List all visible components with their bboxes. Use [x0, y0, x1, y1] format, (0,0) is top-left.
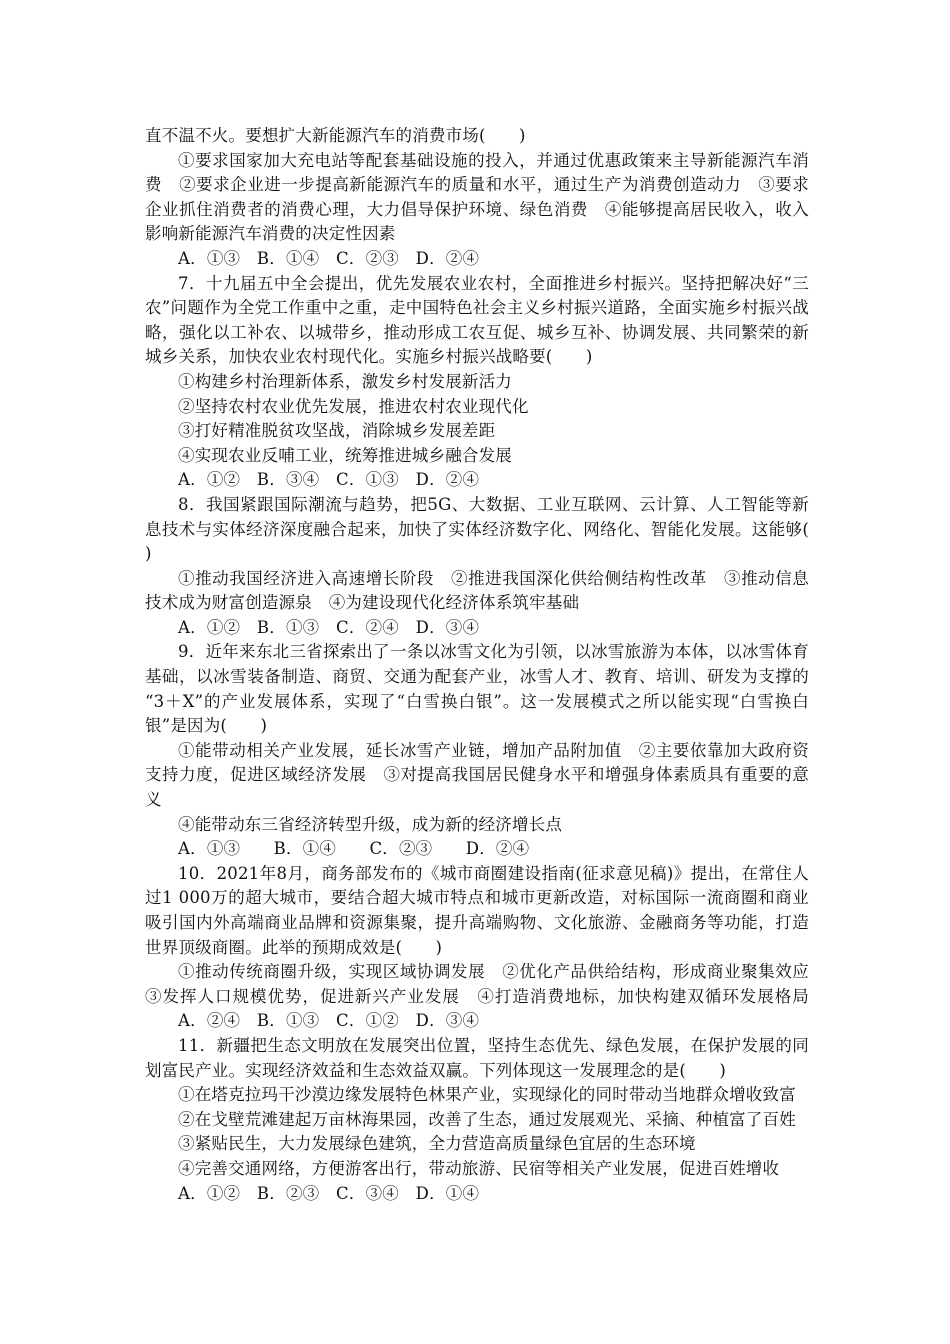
question-9: 9．近年来东北三省探索出了一条以冰雪文化为引领，以冰雪旅游为本体，以冰雪体育 — [178, 642, 809, 662]
text-line: 影响新能源汽车消费的决定性因素 — [145, 224, 396, 244]
question-8: 8．我国紧跟国际潮流与趋势，把5G、大数据、工业互联网、云计算、人工智能等新 — [178, 494, 809, 514]
question-10: 10．2021年8月，商务部发布的《城市商圈建设指南(征求意见稿)》提出，在常住人 — [178, 863, 809, 883]
option-item: ①推动我国经济进入高速增长阶段 ②推进我国深化供给侧结构性改革 ③推动信息 — [178, 568, 809, 588]
option-item: ③打好精准脱贫攻坚战，消除城乡发展差距 — [178, 421, 496, 441]
answer-options: A．①② B．②③ C．③④ D．①④ — [178, 1183, 480, 1203]
text-line: 世界顶级商圈。此举的预期成效是( ) — [145, 937, 443, 957]
text-line: 农”问题作为全党工作重中之重，走中国特色社会主义乡村振兴道路，全面实施乡村振兴战 — [145, 298, 809, 318]
text-line: 息技术与实体经济深度融合起来，加快了实体经济数字化、网络化、智能化发展。这能够( — [145, 519, 809, 539]
text-line: 划富民产业。实现经济效益和生态效益双赢。下列体现这一发展理念的是( ) — [145, 1060, 727, 1080]
question-7: 7．十九届五中全会提出，优先发展农业农村，全面推进乡村振兴。坚持把解决好“三 — [178, 273, 809, 293]
option-item: ③紧贴民生，大力发展绿色建筑，全力营造高质量绿色宜居的生态环境 — [178, 1134, 696, 1154]
answer-options: A．①② B．①③ C．②④ D．③④ — [178, 617, 480, 637]
text-line: 费 ②要求企业进一步提高新能源汽车的质量和水平，通过生产为消费创造动力 ③要求 — [145, 175, 809, 195]
answer-options: A．①③ B．①④ C．②③ D．②④ — [178, 839, 530, 859]
text-line: 义 — [145, 790, 162, 810]
text-line: ) — [145, 544, 152, 564]
text-line: 城乡关系，加快农业农村现代化。实施乡村振兴战略要( ) — [145, 347, 593, 367]
option-item: ①推动传统商圈升级，实现区域协调发展 ②优化产品供给结构，形成商业聚集效应 — [178, 962, 809, 982]
option-item: ③发挥人口规模优势，促进新兴产业发展 ④打造消费地标，加快构建双循环发展格局 — [145, 986, 809, 1006]
option-item: ①在塔克拉玛干沙漠边缘发展特色林果产业，实现绿化的同时带动当地群众增收致富 — [178, 1085, 796, 1105]
text-line: “3＋X”的产业发展体系，实现了“白雪换白银”。这一发展模式之所以能实现“白雪换白 — [145, 691, 809, 711]
answer-options: A．①② B．③④ C．①③ D．②④ — [178, 470, 480, 490]
option-item: ②坚持农村农业优先发展，推进农村农业现代化 — [178, 396, 529, 416]
text-line: 支持力度，促进区域经济发展 ③对提高我国居民健身水平和增强身体素质具有重要的意 — [145, 765, 809, 785]
text-line: ①要求国家加大充电站等配套基础设施的投入，并通过优惠政策来主导新能源汽车消 — [178, 150, 809, 170]
text-line: 基础，以冰雪装备制造、商贸、交通为配套产业，冰雪人才、教育、培训、研发为支撑的 — [145, 667, 809, 687]
text-line: 银”是因为( ) — [145, 716, 268, 736]
text-line: 略，强化以工补农、以城带乡，推动形成工农互促、城乡互补、协调发展、共同繁荣的新 — [145, 322, 809, 342]
option-item: ①能带动相关产业发展，延长冰雪产业链，增加产品附加值 ②主要依靠加大政府资 — [178, 740, 809, 760]
option-item: ④完善交通网络，方便游客出行，带动旅游、民宿等相关产业发展，促进百姓增收 — [178, 1158, 780, 1178]
text-line: 吸引国内外高端商业品牌和资源集聚，提升高端购物、文化旅游、金融商务等功能，打造 — [145, 913, 809, 932]
option-item: ①构建乡村治理新体系，激发乡村发展新活力 — [178, 371, 512, 391]
text-line: 直不温不火。要想扩大新能源汽车的消费市场( ) — [145, 126, 526, 145]
question-11: 11．新疆把生态文明放在发展突出位置，坚持生态优先、绿色发展，在保护发展的同 — [178, 1035, 809, 1055]
text-line: 企业抓住消费者的消费心理，大力倡导保护环境、绿色消费 ④能够提高居民收入，收入 — [145, 199, 809, 219]
text-line: 技术成为财富创造源泉 ④为建设现代化经济体系筑牢基础 — [145, 593, 580, 613]
option-item: ②在戈壁荒滩建起万亩林海果园，改善了生态，通过发展观光、采摘、种植富了百姓 — [178, 1109, 796, 1129]
answer-options: A．①③ B．①④ C．②③ D．②④ — [178, 248, 480, 268]
answer-options: A．②④ B．①③ C．①② D．③④ — [178, 1011, 480, 1031]
option-item: ④实现农业反哺工业，统筹推进城乡融合发展 — [178, 445, 512, 465]
option-item: ④能带动东三省经济转型升级，成为新的经济增长点 — [178, 814, 563, 834]
document-page — [145, 124, 809, 1206]
text-line: 过1 000万的超大城市，要结合超大城市特点和城市更新改造，对标国际一流商圈和商业 — [145, 888, 809, 908]
